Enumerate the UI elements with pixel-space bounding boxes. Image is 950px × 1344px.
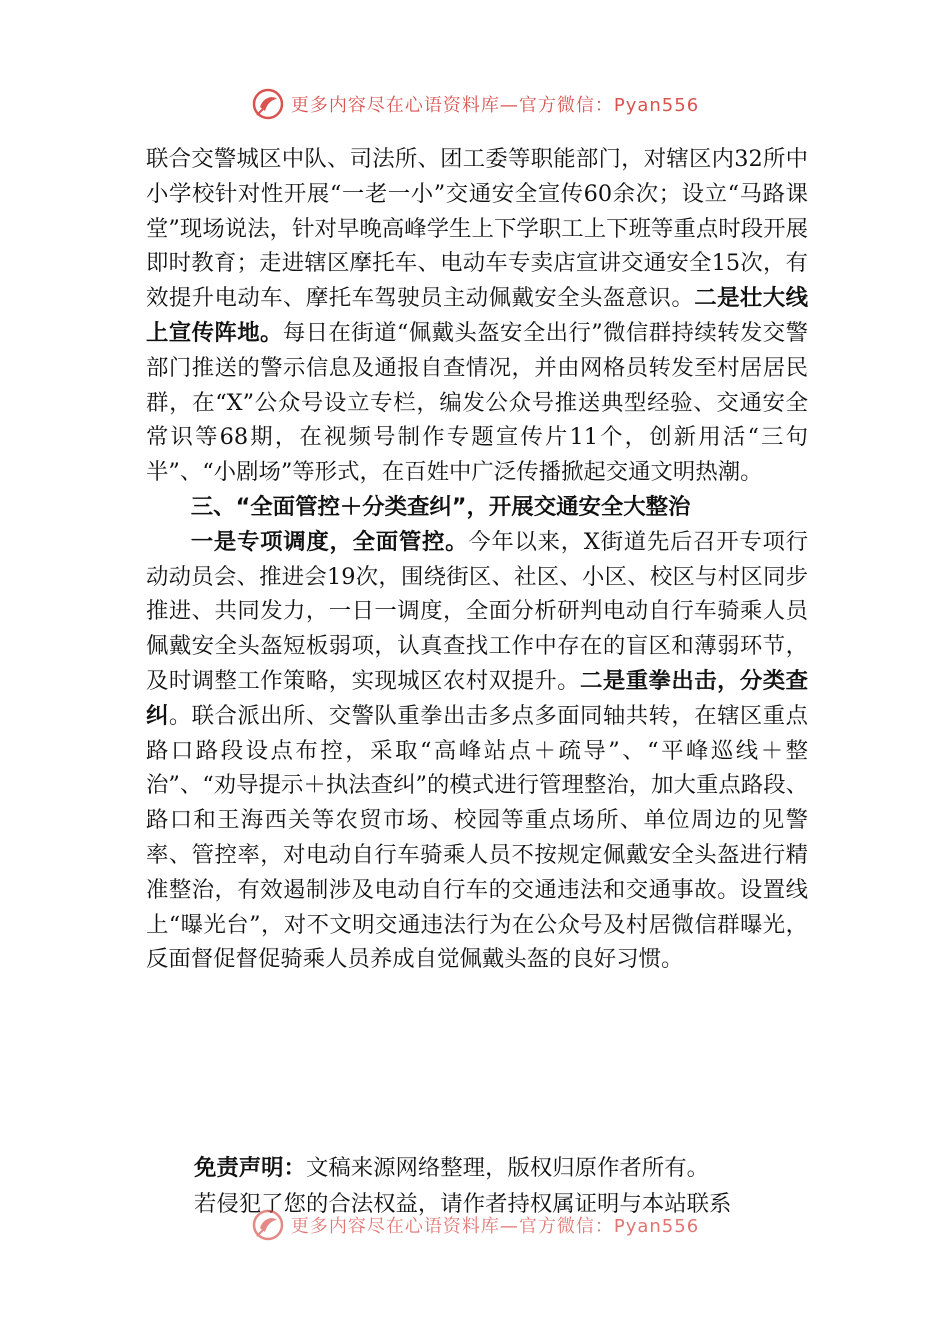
disclaimer-line-2: 若侵犯了您的合法权益，请作者持权属证明与本站联系 bbox=[194, 1191, 732, 1217]
disclaimer-line-1: 免责声明：文稿来源网络整理，版权归原作者所有。 bbox=[194, 1155, 709, 1181]
bold-heading: 二是壮大线上宣传阵地。 bbox=[146, 285, 809, 346]
bold-heading: 一是专项调度，全面管控。 bbox=[190, 528, 469, 555]
watermark-footer bbox=[0, 1205, 950, 1245]
logo-icon bbox=[251, 87, 285, 121]
paragraph: 联合交警城区中队、司法所、团工委等职能部门，对辖区内32所中小学校针对性开展“一老一小”交通安全宣传60余次；设立“马路课堂”现场说法，针对早晚高峰学生上下学职工上下班等重点时段开展即时教育；走进辖区摩托车、电动车专卖店宣讲交通安全15次，有效提升电动车、摩托车驾驶员主动佩戴安全头盔意识。二是壮大线上宣传阵地。每日在街道“佩戴头盔安全出行”微信群持续转发交警部门推送的警示信息及通报自查情况，并由网格员转发至村居居民群，在“X”公众号设立专栏，编发公众号推送典型经验、交通安全常识等68期，在视频号制作专题宣传片11个，创新用活“三句半”、“小剧场”等形式，在百姓中广泛传播掀起交通文明热潮。 bbox=[146, 146, 809, 486]
watermark-text: 更多内容尽在心语资料库—官方微信：Pyan556 bbox=[290, 95, 700, 116]
document-body bbox=[146, 142, 808, 977]
disclaimer-label: 免责声明： bbox=[194, 1155, 306, 1181]
watermark-header bbox=[0, 84, 950, 124]
paragraph: 一是专项调度，全面管控。今年以来，X街道先后召开专项行动动员会、推进会19次，围绕街区、社区、小区、校区与村区同步推进、共同发力，一日一调度，全面分析研判电动自行车骑乘人员佩戴安全头盔短板弱项，认真查找工作中存在的盲区和薄弱环节，及时调整工作策略，实现城区农村双提升。二是重拳出击，分类查纠。联合派出所、交警队重拳出击多点多面同轴共转，在辖区重点路口路段设点布控，采取“高峰站点＋疏导”、“平峰巡线＋整治”、“劝导提示＋执法查纠”的模式进行管理整治，加大重点路段、路口和王海西关等农贸市场、校园等重点场所、单位周边的见警率、管控率，对电动自行车骑乘人员不按规定佩戴安全头盔进行精准整治，有效遏制涉及电动自行车的交通违法和交通事故。设置线上“曝光台”，对不文明交通违法行为在公众号及村居微信群曝光，反面督促督促骑乘人员养成自觉佩戴头盔的良好习惯。 bbox=[146, 528, 809, 973]
bold-heading: 二是重拳出击，分类查纠 bbox=[146, 667, 809, 729]
logo-icon bbox=[251, 1208, 285, 1242]
watermark-text: 更多内容尽在心语资料库—官方微信：Pyan556 bbox=[290, 1216, 700, 1237]
section-title: 三、“全面管控＋分类查纠”，开展交通安全大整治 bbox=[190, 493, 691, 520]
